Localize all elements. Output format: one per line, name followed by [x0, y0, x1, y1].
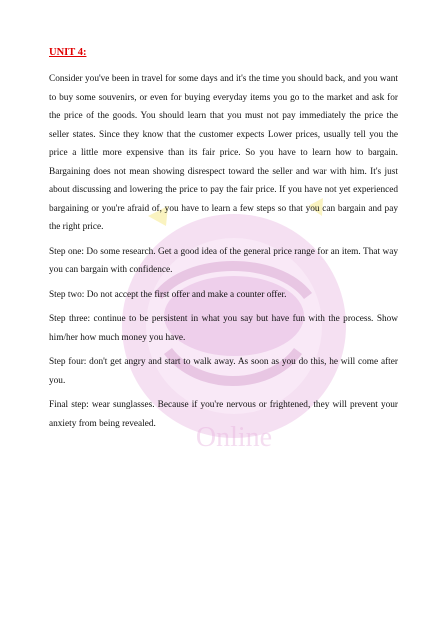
intro-paragraph: Consider you've been in travel for some days and it's the time you should back, and you want to buy some souvenirs, or even for buying everyday items you go to the market and ask for the price of the goods. You should learn that you must not pay immediately the price the seller states. Since they know that the customer expects Lower prices, usually tell you the price a little more expensive than its fair price. So you have to learn how to bargain. Bargaining does not mean showing disrespect toward the seller and war with him. It's just about discussing and lowering the price to pay the fair price. If you have not yet experienced bargaining or you're afraid of, you have to learn a few steps so that you can bargain and pay the right price. [49, 74, 398, 232]
step-one: Step one: Do some research. Get a good idea of the general price range for an item. That way you can bargain with confidence. [49, 246, 398, 275]
document-content [49, 46, 398, 439]
unit-title: UNIT 4: [49, 47, 87, 58]
step-three: Step three: continue to be persistent in what you say but have fun with the process. Show him/her how much money you have. [49, 314, 398, 343]
step-four: Step four: don't get angry and start to walk away. As soon as you do this, he will come after you. [49, 357, 398, 386]
final-step: Final step: wear sunglasses. Because if you're nervous or frightened, they will prevent your anxiety from being revealed. [49, 400, 398, 429]
watermark-text: Online [195, 422, 273, 453]
step-two: Step two: Do not accept the first offer and make a counter offer. [49, 289, 287, 300]
